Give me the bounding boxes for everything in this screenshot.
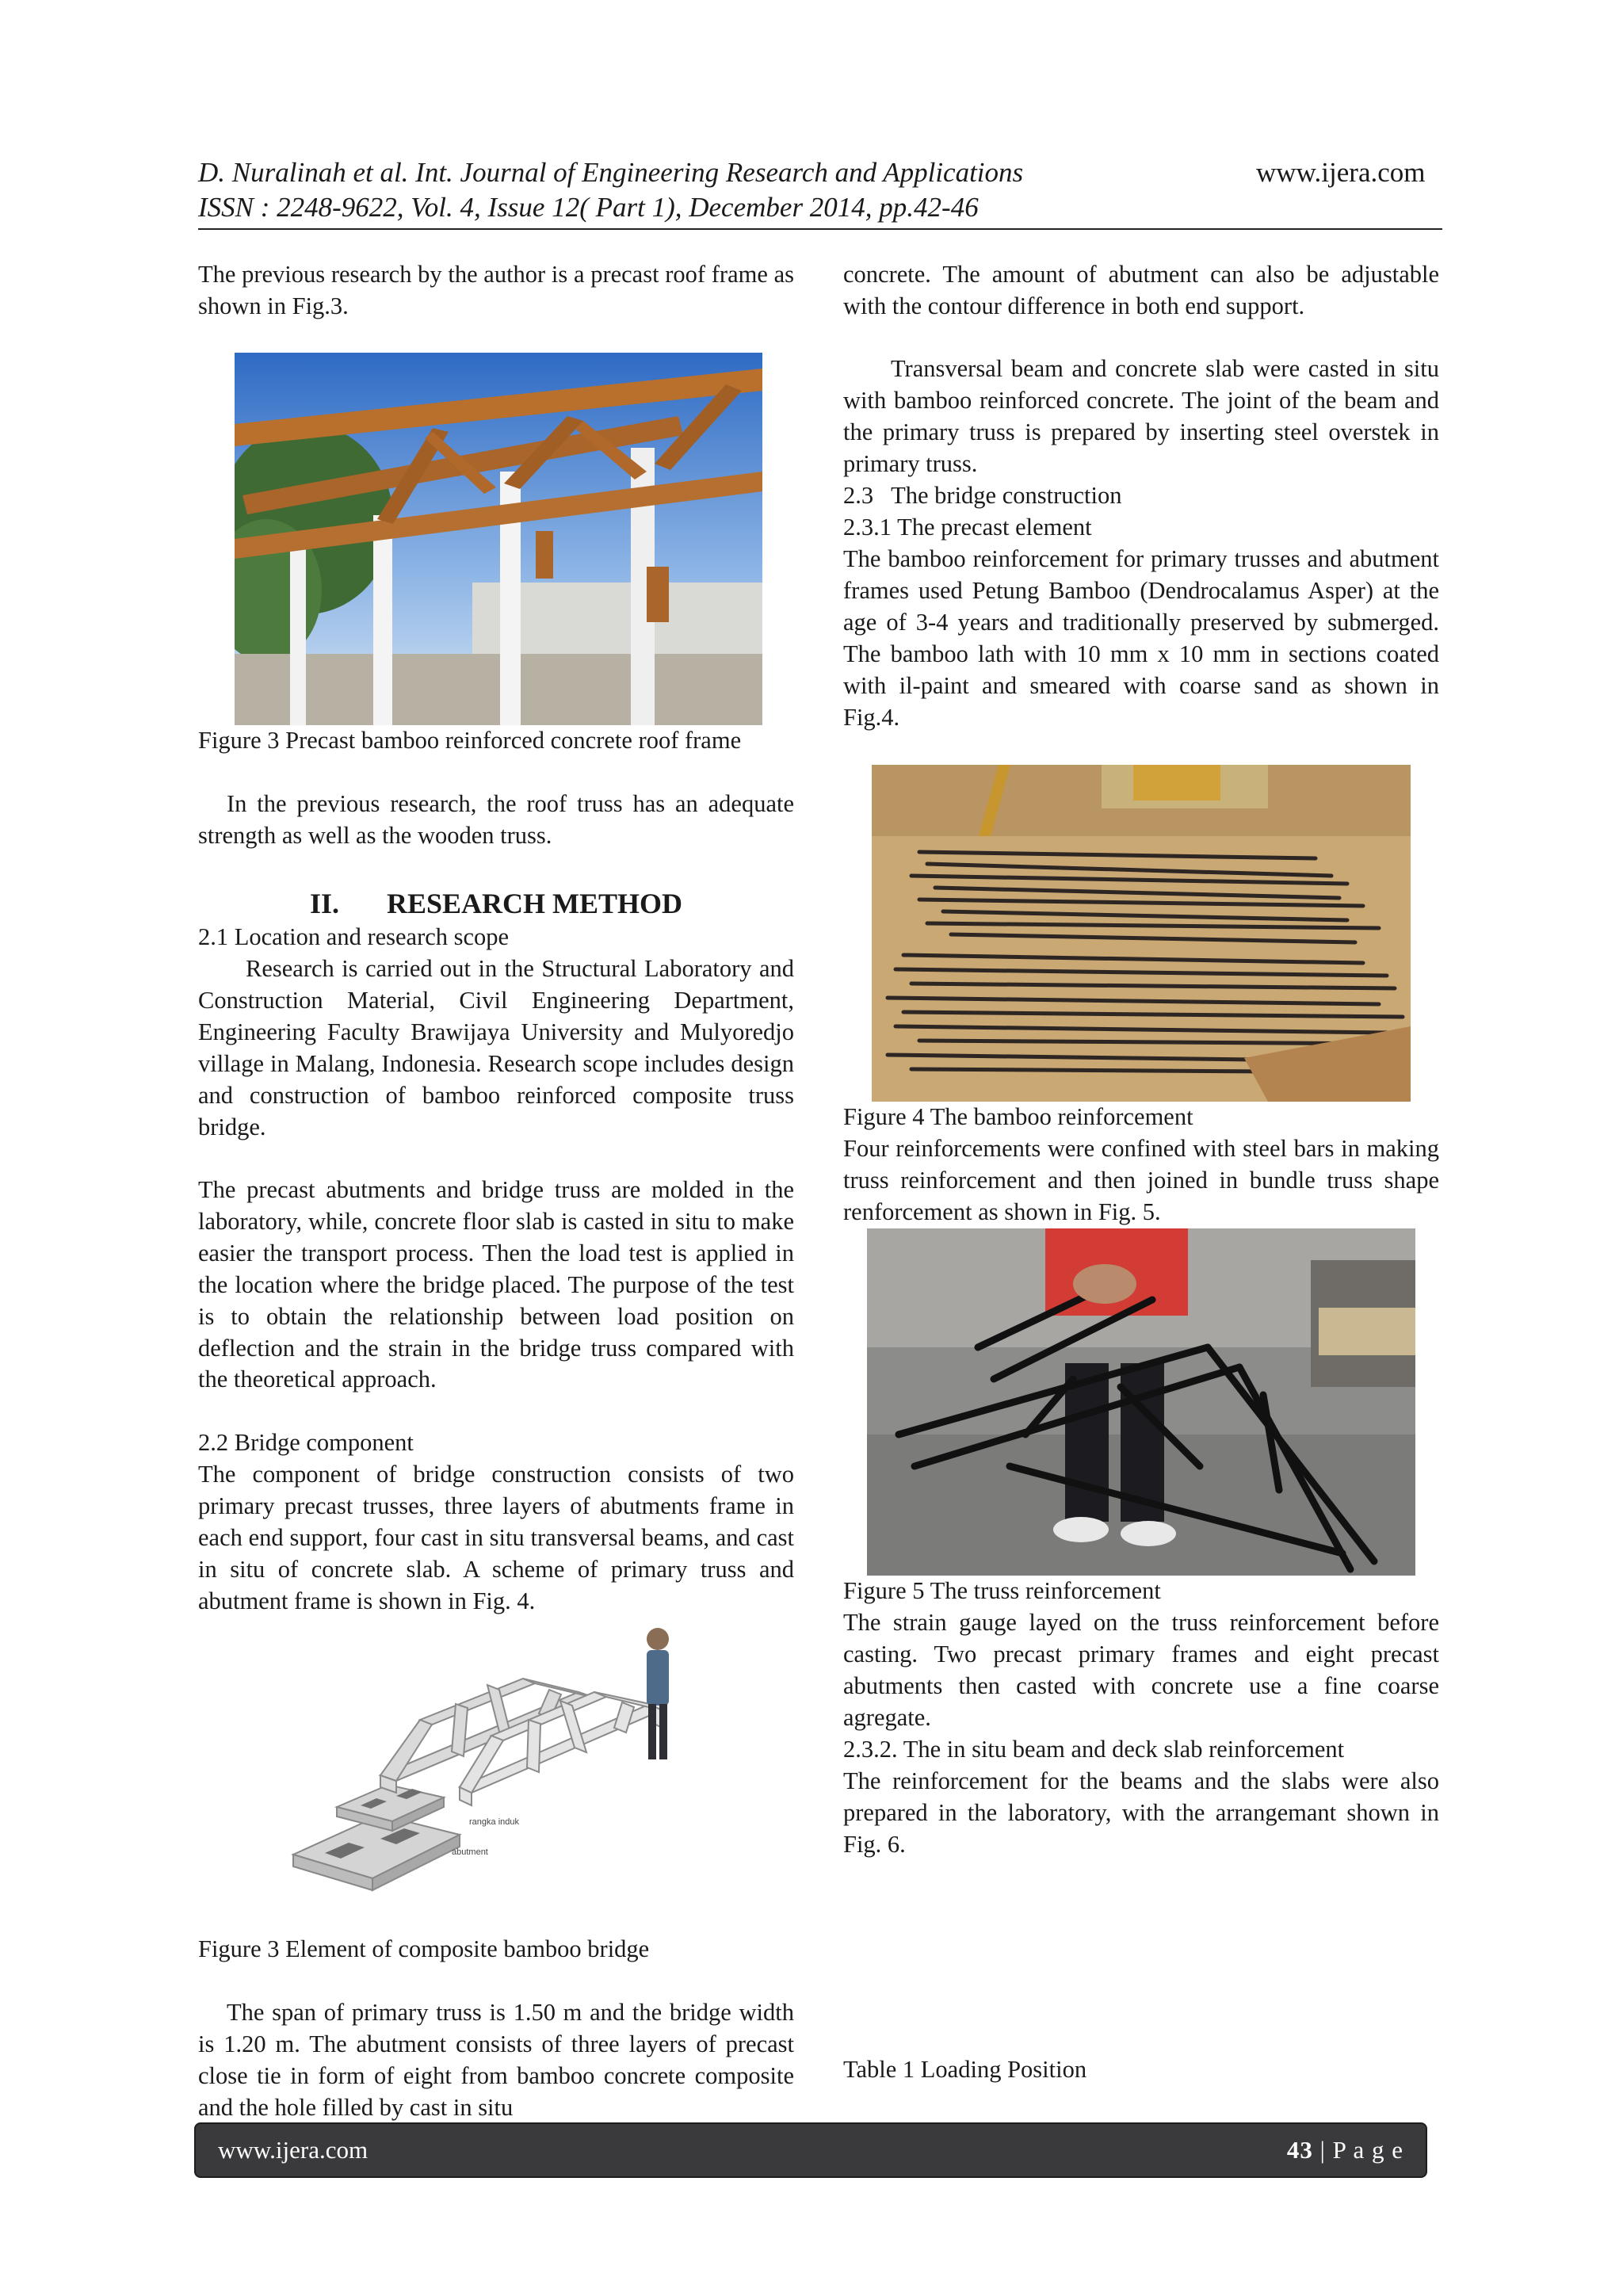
subheading-2-1: 2.1 Location and research scope	[198, 923, 510, 950]
right-paragraph-5: The strain gauge layed on the truss reinforcement before casting. Two precast primary frames and eight precast abutments then casted with concrete use a fine coarse agregate.	[843, 1609, 1439, 1731]
right-paragraph-6: The reinforcement for the beams and the slabs were also prepared in the laboratory, with the arrangemant shown in Fig. 6.	[843, 1767, 1439, 1858]
subheading-2-3-number: 2.3	[843, 482, 874, 509]
footer-page	[1287, 2124, 1403, 2176]
figure-truss-reinforcement-photo	[867, 1228, 1415, 1576]
left-paragraph-2: In the previous research, the roof truss has an adequate strength as well as the wooden truss.	[198, 790, 794, 849]
left-paragraph-1: The previous research by the author is a precast roof frame as shown in Fig.3.	[198, 261, 794, 319]
right-paragraph-4: Four reinforcements were confined with steel bars in making truss reinforcement and then joined in bundle truss shape renforcement as shown in Fig. 5.	[843, 1135, 1439, 1225]
figure-3b-caption: Figure 3 Element of composite bamboo bridge	[198, 1935, 650, 1962]
right-paragraph-3: The bamboo reinforcement for primary trusses and abutment frames used Petung Bamboo (Dendrocalamus Asper) at the age of 3-4 years and traditionally preserved by submerged. The bamboo lath with 10 mm x 10 mm in sections coated with il-paint and smeared with coarse sand as shown in Fig.4.	[843, 545, 1439, 731]
header-rule	[198, 228, 1442, 230]
subheading-2-3-title: The bridge construction	[891, 482, 1122, 509]
section-number: II.	[309, 888, 339, 919]
running-header-issue: ISSN : 2248-9622, Vol. 4, Issue 12( Part 1), December 2014, pp.42-46	[198, 192, 979, 223]
subheading-2-3-2: 2.3.2. The in situ beam and deck slab reinforcement	[843, 1736, 1345, 1763]
running-header-site[interactable]: www.ijera.com	[1256, 157, 1426, 188]
figure-3-caption: Figure 3 Precast bamboo reinforced concrete roof frame	[198, 727, 742, 754]
figure-roof-frame-photo	[235, 353, 762, 725]
section-title: RESEARCH METHOD	[386, 888, 683, 919]
page-footer	[194, 2122, 1427, 2178]
table-1-caption: Table 1 Loading Position	[843, 2056, 1087, 2083]
figure-bridge-element-diagram	[262, 1617, 689, 1918]
left-paragraph-3: Research is carried out in the Structural Laboratory and Construction Material, Civil Engineering Department, Engineering Faculty Brawijaya University and Mulyoredjo village in Malang, Indonesia. Research scope includes design and construction of bamboo reinforced composite truss bridge.	[198, 955, 794, 1140]
subheading-2-3-1: 2.3.1 The precast element	[843, 514, 1092, 541]
section-heading-research-method	[198, 886, 794, 921]
subheading-2-2: 2.2 Bridge component	[198, 1429, 414, 1456]
figure-4-caption: Figure 4 The bamboo reinforcement	[843, 1103, 1193, 1130]
page-number: 43	[1286, 2136, 1313, 2164]
left-paragraph-6: The span of primary truss is 1.50 m and the bridge width is 1.20 m. The abutment consists of three layers of precast close tie in form of eight from bamboo concrete composite and the hole filled by cast in situ	[198, 1999, 794, 2121]
figure-5-caption: Figure 5 The truss reinforcement	[843, 1577, 1161, 1604]
left-paragraph-4: The precast abutments and bridge truss are molded in the laboratory, while, concrete floor slab is casted in situ to make easier the transport process. Then the load test is applied in the location where the bridge placed. The purpose of the test is to obtain the relationship between load position on deflection and the strain in the bridge truss compared with the theoretical approach.	[198, 1176, 794, 1393]
right-paragraph-1: concrete. The amount of abutment can also be adjustable with the contour difference in both end support.	[843, 261, 1439, 319]
footer-site[interactable]: www.ijera.com	[218, 2136, 369, 2164]
diagram-label-truss: rangka induk	[469, 1817, 519, 1827]
right-paragraph-2: Transversal beam and concrete slab were casted in situ with bamboo reinforced concrete. The joint of the beam and the primary truss is prepared by inserting steel overstek in primary truss.	[843, 355, 1439, 477]
subheading-2-3	[843, 480, 1439, 512]
diagram-label-abutment: abutment	[452, 1847, 488, 1857]
figure-bamboo-reinforcement-photo	[872, 765, 1411, 1102]
page-label: | P a g e	[1319, 2136, 1403, 2164]
running-header-journal: D. Nuralinah et al. Int. Journal of Engineering Research and Applications	[198, 157, 1024, 188]
left-paragraph-5: The component of bridge construction consists of two primary precast trusses, three layers of abutments frame in each end support, four cast in situ transversal beams, and cast in situ of concrete slab. A scheme of primary truss and abutment frame is shown in Fig. 4.	[198, 1461, 794, 1614]
